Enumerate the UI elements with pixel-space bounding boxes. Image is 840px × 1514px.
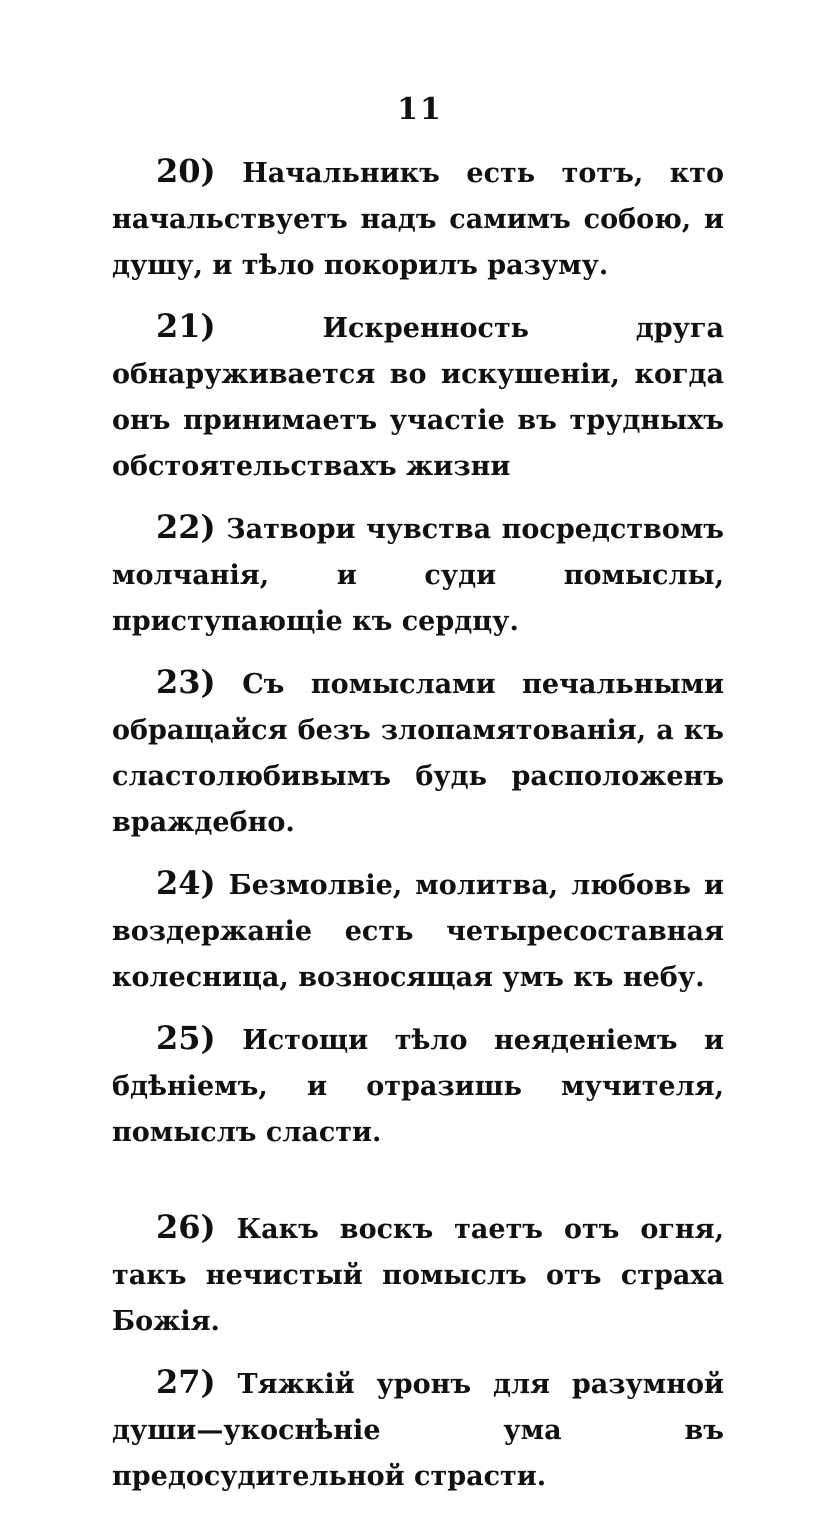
entry-number: 22) <box>156 508 216 546</box>
entry-text: Затвори чувства посредствомъ молчанія, и суди помыслы, приступающіе къ сердцу. <box>112 514 724 637</box>
entry-number: 24) <box>156 864 216 902</box>
entry-number: 25) <box>156 1019 216 1057</box>
entry-number: 23) <box>156 663 216 701</box>
entry-text: Искренность друга обнаруживается во искушеніи, когда онъ принимаетъ участіе въ трудныхъ обстоятельствахъ жизни <box>112 313 724 482</box>
entry-22 <box>112 504 724 645</box>
entry-number: 26) <box>156 1208 216 1246</box>
entry-25 <box>112 1015 724 1156</box>
entries-list <box>112 148 724 1514</box>
entry-23 <box>112 659 724 846</box>
entry-text: Съ помыслами печальными обращайся безъ злопамятованія, а къ сластолюбивымъ будь расположенъ враждебно. <box>112 669 725 838</box>
entry-text: Истощи тѣло неяденіемъ и бдѣніемъ, и отразишь мучителя, помыслъ сласти. <box>112 1025 724 1148</box>
entry-text: Тяжкій уронъ для разумной души—укоснѣніе ума въ предосудительной страсти. <box>112 1369 724 1492</box>
entry-21 <box>112 303 724 490</box>
entry-text: Начальникъ есть тотъ, кто начальствуетъ надъ самимъ собою, и душу, и тѣло покорилъ разуму. <box>112 158 725 281</box>
entry-text: Какъ воскъ таетъ отъ огня, такъ нечистый помыслъ отъ страха Божія. <box>112 1214 724 1337</box>
page-number: 11 <box>397 92 443 127</box>
entry-20 <box>112 148 724 289</box>
entry-number: 27) <box>156 1363 216 1401</box>
entry-number: 21) <box>156 307 216 345</box>
entry-27 <box>112 1359 724 1500</box>
entry-number: 20) <box>156 152 216 190</box>
entry-24 <box>112 860 724 1001</box>
entry-26 <box>112 1204 724 1345</box>
entry-text: Безмолвіе, молитва, любовь и воздержаніе есть четыресоставная колесница, возносящая умъ къ небу. <box>112 870 724 993</box>
